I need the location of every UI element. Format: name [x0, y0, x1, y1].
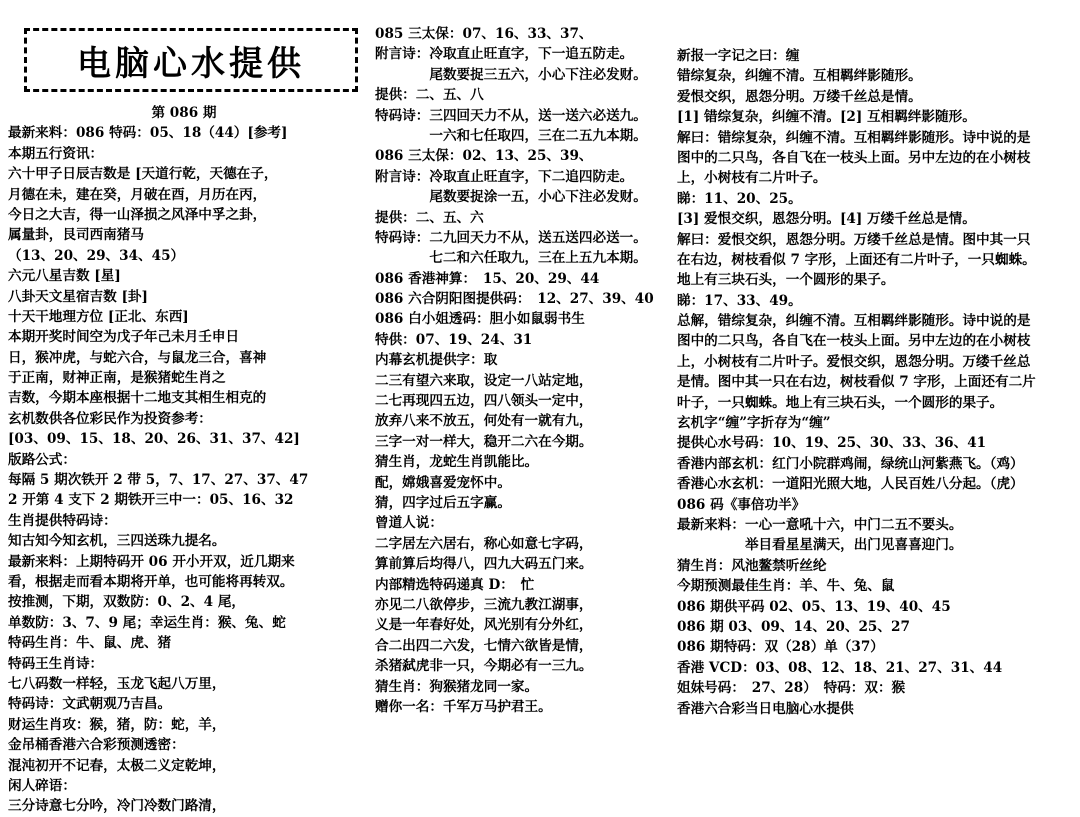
column-middle — [375, 24, 670, 717]
col3-line: 玄机字“缠”字折存为“缠” — [677, 415, 831, 432]
col1-line: 特码生肖：牛、鼠、虎、猪 — [8, 635, 172, 652]
col1-line: 本期开奖时间空为戊子年己未月壬申日 — [8, 329, 240, 346]
col3-line: 香港六合彩当日电脑心水提供 — [677, 700, 854, 717]
col3-line: 086 期供平码 02、05、13、19、40、45 — [677, 598, 951, 615]
col2-line: 提供：二、五、六 — [375, 209, 484, 226]
col1-line: 最新来料：上期特码开 06 开小开双，近几期来 — [8, 553, 295, 570]
col1-line: 特码诗：文武朝观乃吉昌。 — [8, 696, 172, 713]
col1-line: 特码王生肖诗： — [8, 655, 104, 672]
col1-line: 七八码数一样轻，玉龙飞起八万里， — [8, 675, 226, 692]
col3-line: [1] 错综复杂，纠缠不清。[2] 互相羁绊影随形。 — [677, 109, 976, 126]
col2-line: 特码诗：二九回天力不从，送五送四必送一。 — [375, 229, 647, 246]
col1-line: 玄机数供各位彩民作为投资参考： — [8, 410, 212, 427]
col3-line: 香港 VCD：03、08、12、18、21、27、31、44 — [677, 659, 1003, 676]
col1-line: 于正南，财神正南，是猴猪蛇生肖之 — [8, 370, 226, 387]
col3-line: 新报一字记之曰：缠 — [677, 48, 800, 64]
col2-line: 猜生肖：狗猴猪龙同一家。 — [375, 678, 539, 695]
col1-line: 吉数，今期本座根据十二地支其相生相克的 — [8, 390, 267, 407]
col3-line: 086 期 03、09、14、20、25、27 — [677, 618, 910, 635]
col3-line: 是情。图中其一只在右边，树枝看似 7 字形，上面还有二片 — [677, 374, 1036, 391]
col2-line: 放弃八来不放五，何处有一就有九， — [375, 413, 593, 430]
col1-line: 按推测，下期，双数防：0、2、4 尾， — [8, 594, 246, 611]
col3-line: 睇：11、20、25。 — [677, 190, 802, 207]
col3-line: 在右边，树枝看似 7 字形，上面还有二片叶子，一只蜘蛛。 — [677, 251, 1036, 268]
col1-line: 十天干地理方位 [正北、东西] — [8, 308, 189, 325]
col3-line: 图中的二只鸟，各自飞在一枝头上面。另中左边的在小树枝 — [677, 333, 1031, 350]
col2-line: 二三有望六来取，设定一八站定地， — [375, 372, 593, 389]
col1-line: 本期五行资讯： — [8, 145, 104, 162]
col3-line: 错综复杂，纠缠不清。互相羁绊影随形。 — [677, 68, 922, 85]
col2-line: 内幕玄机提供字：取 — [375, 352, 498, 369]
col3-line: 地上有三块石头，一个圆形的果子。 — [677, 272, 895, 289]
col1-line: 今日之大吉，得一山泽损之风泽中孚之卦， — [8, 206, 267, 223]
col3-line: 提供心水号码：10、19、25、30、33、36、41 — [677, 435, 987, 452]
col3-line: 图中的二只鸟，各自飞在一枝头上面。另中左边的在小树枝 — [677, 149, 1031, 166]
col3-line: 举目看星星满天，出门见喜喜迎门。 — [677, 537, 963, 554]
col1-line: 2 开第 4 支下 2 期铁开三中一：05、16、32 — [8, 492, 294, 509]
col2-line: 猜，四字过后五字赢。 — [375, 494, 511, 511]
col2-line: 附言诗：冷取直止旺直字，下二追四防走。 — [375, 168, 634, 185]
col1-line: 六十甲子日辰吉数是 [天道行乾，天德在子， — [8, 166, 278, 183]
col2-line: 附言诗：冷取直止旺直字，下一追五防走。 — [375, 46, 634, 63]
col2-line: 义是一年春好处，风光别有分外红， — [375, 617, 593, 634]
col1-line: 版路公式： — [8, 451, 76, 468]
col3-line: 叶子，一只蜘蛛。地上有三块石头，一个圆形的果子。 — [677, 394, 1004, 411]
col2-line: 七二和六任取九，三在上五九本期。 — [375, 250, 647, 267]
col1-line: [03、09、15、18、20、26、31、37、42] — [8, 431, 300, 448]
col2-line: 086 香港神算： 15、20、29、44 — [375, 270, 600, 287]
col1-line: 八卦天文星宿吉数 [卦] — [8, 288, 148, 305]
col1-line: 月德在未，建在癸，月破在酉，月历在丙， — [8, 186, 267, 203]
col3-line: 解曰：错综复杂，纠缠不清。互相羁绊影随形。诗中说的是 — [677, 129, 1031, 146]
col1-line: 看，根据走而看本期将开单，也可能将再转双。 — [8, 573, 294, 590]
col3-line: 总解，错综复杂，纠缠不清。互相羁绊影随形。诗中说的是 — [677, 313, 1031, 330]
page-title: 电脑心水提供 — [77, 43, 305, 84]
col3-line: 姐妹号码： 27、28） 特码：双：猴 — [677, 680, 906, 697]
col3-line: 最新来料：一心一意吼十六，中门二五不要头。 — [677, 516, 963, 533]
col1-line: 财运生肖攻：猴，猪，防：蛇，羊， — [8, 716, 226, 733]
col1-line: 每隔 5 期次铁开 2 带 5，7、17、27、37、47 — [8, 472, 309, 489]
col3-line: 086 码《事倍功半》 — [677, 496, 806, 513]
col2-line: 内部精选特码递真 D： 忙 — [375, 576, 535, 593]
col2-line: 提供：二、五、八 — [375, 87, 484, 104]
col3-line: 上，小树枝有二片叶子。爱恨交织，恩怨分明。万缕千丝总 — [677, 353, 1031, 370]
col3-line: 香港心水玄机：一道阳光照大地，人民百姓八分起。（虎） — [677, 476, 1024, 493]
col2-line: 一六和七任取四，三在二五九本期。 — [375, 127, 647, 144]
col3-line: 086 期特码：双（28）单（37） — [677, 639, 884, 656]
col2-line: 086 六合阴阳图提供码： 12、27、39、40 — [375, 291, 654, 308]
col2-line: 合二出四二六发，七情六欲皆是情， — [375, 637, 593, 654]
col2-line: 赠你一名：千军万马护君王。 — [375, 698, 552, 715]
col2-line: 猜生肖，龙蛇生肖凯能比。 — [375, 454, 539, 471]
col1-line: 三分诗意七分吟，冷门冷数门路清， — [8, 798, 226, 815]
col1-line: 金吊桶香港六合彩预测透密： — [8, 737, 185, 754]
col2-line: 086 白小姐透码：胆小如鼠弱书生 — [375, 311, 585, 328]
col2-line: 尾数要捉涂一五，小心下注必发财。 — [375, 189, 647, 206]
col1-line: 混沌初开不记春，太极二义定乾坤， — [8, 757, 226, 774]
col2-line: 三字一对一样大，稳开二六在今期。 — [375, 433, 593, 450]
col2-line: 二字居左六居右，称心如意七字码， — [375, 535, 593, 552]
col2-line: 尾数要捉三五六，小心下注必发财。 — [375, 66, 647, 83]
col1-line: 生肖提供特码诗： — [8, 512, 117, 529]
col2-line: 特供：07、19、24、31 — [375, 331, 533, 348]
col2-line: 算前算后均得八，四九大码五门来。 — [375, 556, 593, 573]
col2-line: 亦见二八欲停步，三流九教江湖事， — [375, 596, 593, 613]
col2-line: 特码诗：三四回天力不从，送一送六必送九。 — [375, 107, 647, 124]
col1-line: 知古知今知玄机，三四送珠九提名。 — [8, 533, 226, 550]
col1-line: 最新来料：086 特码：05、18（44）[参考] — [8, 125, 288, 142]
col1-line: 日，猴冲虎，与蛇六合，与鼠龙三合，喜神 — [8, 349, 267, 366]
col3-line: 香港内部玄机：红门小院群鸡闹，绿统山河紫燕飞。（鸡） — [677, 455, 1024, 472]
column-left — [8, 103, 360, 817]
col1-line: 闲人碎语： — [8, 777, 76, 794]
col3-line: 睇：17、33、49。 — [677, 292, 802, 309]
col1-line: 属量卦，艮司西南猪马 — [8, 227, 144, 244]
col2-line: 085 三太保：07、16、33、37、 — [375, 26, 593, 42]
title-box — [24, 28, 358, 92]
col3-line: 今期预测最佳生肖：羊、牛、兔、鼠 — [677, 578, 895, 595]
col2-line: 二七再现四五边，四八领头一定中， — [375, 393, 593, 410]
col2-line: 杀猪弑虎非一只，今期必有一三九。 — [375, 658, 593, 675]
col3-line: 上，小树枝有二片叶子。 — [677, 170, 827, 187]
col1-line: 六元八星吉数 [星] — [8, 268, 121, 285]
col3-line: 爱恨交织，恩怨分明。万缕千丝总是情。 — [677, 88, 922, 105]
col2-line: 配，嫦娥喜爱宠怀中。 — [375, 474, 511, 491]
col1-line: 单数防：3、7、9 尾；幸运生肖：猴、兔、蛇 — [8, 614, 286, 631]
col3-line: 猜生肖：风池鳌禁听丝纶 — [677, 557, 827, 574]
col3-line: 解曰：爱恨交织，恩怨分明。万缕千丝总是情。图中其一只 — [677, 231, 1031, 248]
column-right — [677, 46, 1075, 719]
col2-line: 086 三太保：02、13、25、39、 — [375, 148, 593, 165]
col1-line: （13、20、29、34、45） — [8, 247, 185, 264]
col2-line: 曾道人说： — [375, 515, 443, 532]
col3-line: [3] 爱恨交织，恩怨分明。[4] 万缕千丝总是情。 — [677, 211, 976, 228]
col1-line: 第 086 期 — [151, 105, 217, 121]
